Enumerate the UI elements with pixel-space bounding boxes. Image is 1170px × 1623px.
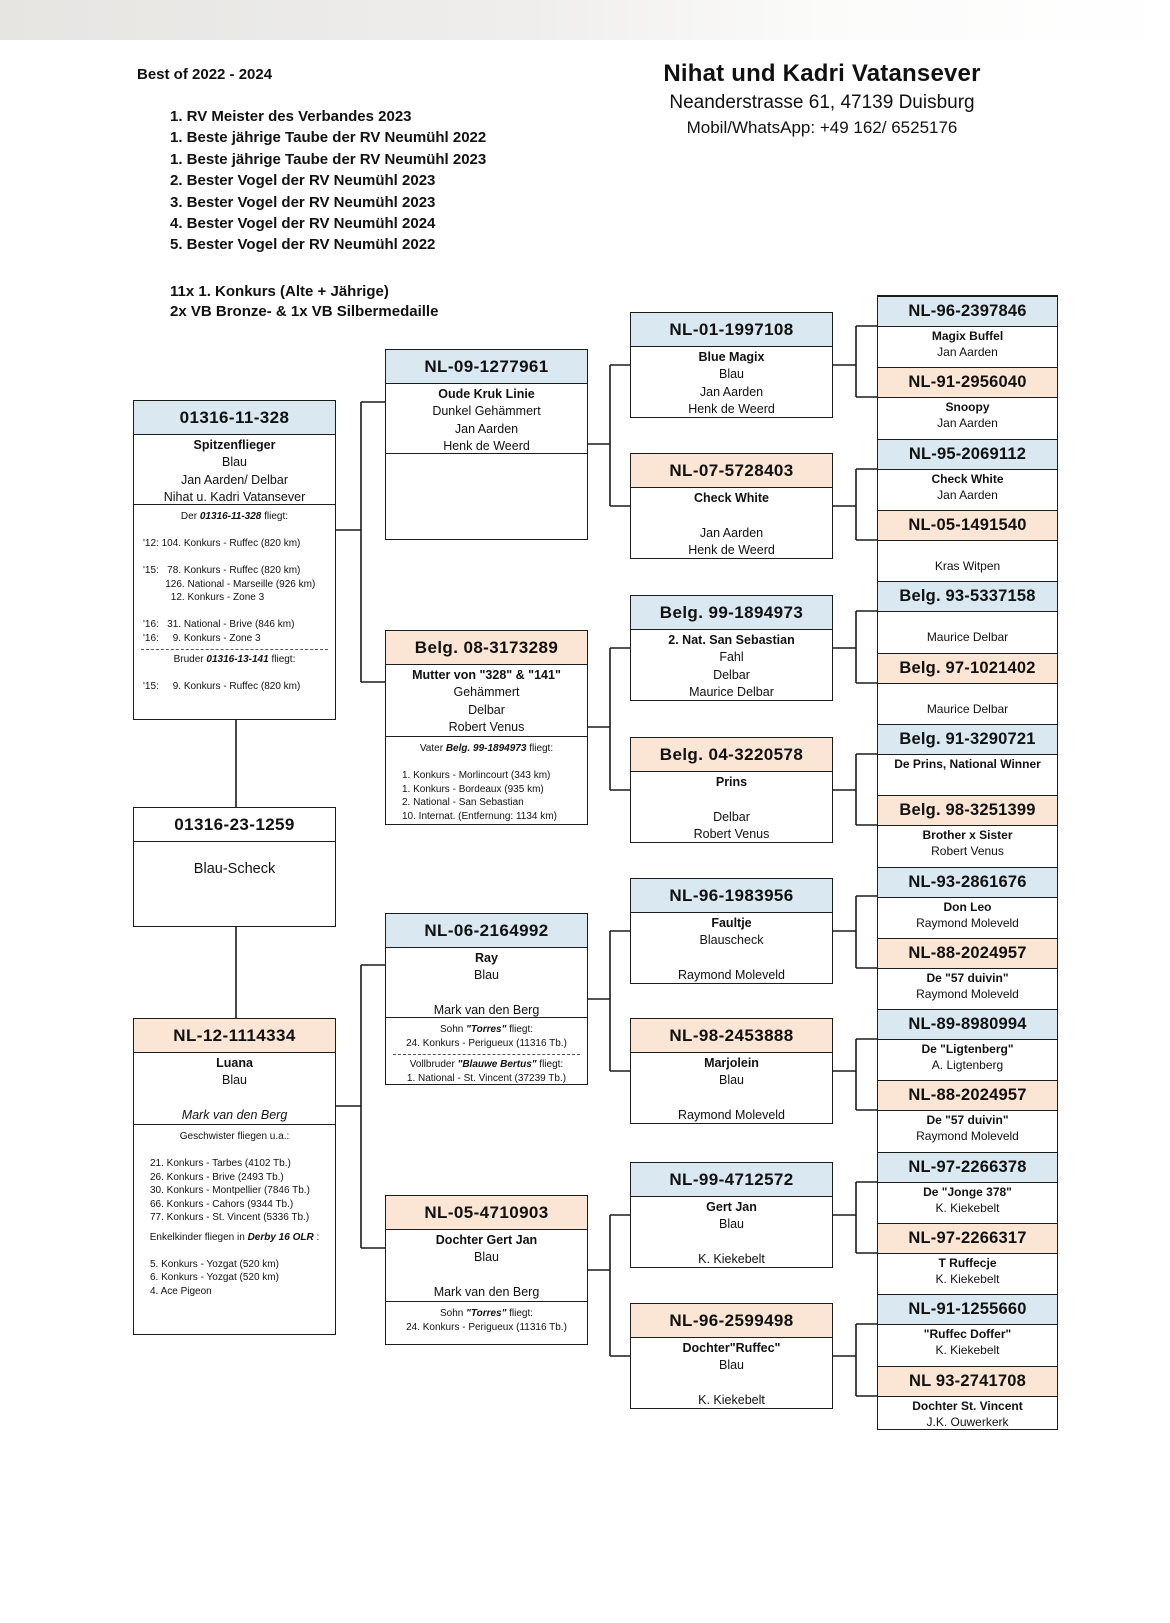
bird-breeder: Mark van den Berg: [433, 1285, 540, 1300]
gen4-entry: [878, 867, 1057, 930]
race-results: [386, 737, 587, 823]
bird-name: Faultje: [711, 916, 752, 930]
ring-number-bar: Belg. 97-1021402: [878, 653, 1057, 684]
bird-breeder: Henk de Weerd: [443, 439, 530, 454]
box-gen3-3: [630, 595, 833, 701]
ring-number-bar: NL-97-2266317: [878, 1223, 1057, 1254]
bird-name: Oude Kruk Linie: [438, 387, 535, 401]
ring-number: NL-98-2453888: [631, 1019, 832, 1053]
result-lines: '15: 9. Konkurs - Ruffec (820 km): [143, 681, 301, 692]
ring-number: NL-96-2599498: [631, 1304, 832, 1338]
bird-name: Blue Magix: [698, 350, 765, 364]
blank-line: [631, 950, 832, 967]
box-gen1-mother: [133, 1018, 336, 1335]
box-gen3-2: [630, 453, 833, 559]
bird-strain: Delbar: [713, 667, 750, 682]
bird-name: De Prins, National Winner: [894, 757, 1041, 771]
blank-line: [631, 791, 832, 808]
bird-info: [631, 347, 832, 419]
gen4-entry: [878, 1080, 1057, 1143]
bird-name: Don Leo: [943, 900, 992, 914]
gen4-entry: [878, 1152, 1057, 1215]
bird-breeder: Raymond Moleveld: [678, 968, 785, 983]
bird-info: [631, 630, 832, 702]
box-gen3-4: [630, 737, 833, 843]
bird-name: Ray: [475, 951, 498, 965]
results-title: Bruder 01316-13-141 fliegt:: [173, 654, 296, 665]
bird-color: Gehämmert: [453, 685, 520, 700]
race-results: [386, 1302, 587, 1334]
bird-info: [631, 1053, 832, 1125]
race-results: [134, 1125, 335, 1298]
owner-address: Neanderstrasse 61, 47139 Duisburg: [669, 92, 975, 113]
bird-name: Snoopy: [945, 400, 990, 414]
bird-info: [386, 948, 587, 1018]
blank-line: [386, 985, 587, 1002]
gen4-entry: [878, 439, 1057, 502]
result-lines: '12: 104. Konkurs - Ruffec (820 km) '15: 78. Konkurs - Ruffec (820 km) 126. National - Marseille (926 km) 12. Konkurs - Zone 3 '16: 31. National - Brive (846 km) '16: 9. Konkurs - Zone 3: [143, 538, 316, 644]
ring-number-bar: NL-05-1491540: [878, 510, 1057, 541]
blank-line: [631, 1234, 832, 1251]
bird-info: [134, 435, 335, 505]
result-lines: 21. Konkurs - Tarbes (4102 Tb.) 26. Konkurs - Brive (2493 Tb.) 30. Konkurs - Montpellier (7846 Tb.) 66. Konkurs - Cahors (9344 Tb.) 77. Konkurs - St. Vincent (5336 Tb.): [150, 1158, 310, 1223]
bird-strain: Jan Aarden/ Delbar: [180, 472, 288, 487]
bird-name: Dochter St. Vincent: [912, 1399, 1023, 1413]
bird-breeder: Raymond Moleveld: [916, 916, 1019, 930]
ring-number-bar: NL-93-2861676: [878, 867, 1057, 898]
owner-name: Nihat und Kadri Vatansever: [663, 60, 981, 87]
bird-info: [386, 665, 587, 737]
box-gen3-6: [630, 1018, 833, 1124]
bird-strain: Jan Aarden: [699, 525, 764, 540]
bird-strain: Jan Aarden: [699, 384, 764, 399]
bird-name: Marjolein: [704, 1056, 759, 1070]
bird-breeder: Robert Venus: [448, 720, 525, 735]
bird-name: T Ruffecje: [938, 1256, 997, 1270]
bird-name: Prins: [715, 775, 748, 789]
ring-number-bar: NL-95-2069112: [878, 439, 1057, 470]
box-gen2-4: [385, 1195, 588, 1345]
bird-name: Check White: [693, 491, 769, 505]
box-gen3-8: [630, 1303, 833, 1409]
ring-number-bar: NL 93-2741708: [878, 1366, 1057, 1397]
bird-color: Blau: [718, 367, 745, 382]
gen4-entry: [878, 581, 1057, 644]
ring-number: Belg. 04-3220578: [631, 738, 832, 772]
ring-number-bar: Belg. 98-3251399: [878, 795, 1057, 826]
box-gen3-5: [630, 878, 833, 984]
bird-breeder: Jan Aarden: [937, 488, 998, 502]
bird-color: Blau: [473, 1250, 500, 1265]
bird-breeder: Jan Aarden: [937, 416, 998, 430]
gen4-entry: [878, 296, 1057, 359]
bird-name: Brother x Sister: [922, 828, 1013, 842]
bird-breeder: J.K. Ouwerkerk: [926, 1415, 1009, 1429]
best-of-title: Best of 2022 - 2024: [137, 66, 273, 83]
blank-line: [631, 1375, 832, 1392]
bird-name: Luana: [216, 1056, 253, 1070]
box-gen1-father: [133, 400, 336, 720]
gen4-entry: [878, 510, 1057, 573]
extra-achievement-list: 11x 1. Konkurs (Alte + Jährige) 2x VB Bronze- & 1x VB Silbermedaille: [170, 283, 439, 320]
ring-number: NL-09-1277961: [386, 350, 587, 384]
ring-number-bar: NL-89-8980994: [878, 1009, 1057, 1040]
result-lines: 24. Konkurs - Perigueux (11316 Tb.): [406, 1321, 567, 1333]
ring-number: 01316-23-1259: [134, 808, 335, 842]
ring-number: NL-96-1983956: [631, 879, 832, 913]
gen4-entry: [878, 1009, 1057, 1072]
bird-info: [134, 1053, 335, 1125]
bird-breeder: Raymond Moleveld: [916, 987, 1019, 1001]
gen4-entry: [878, 938, 1057, 1001]
gen4-entry: [878, 1294, 1057, 1357]
ring-number-bar: NL-91-2956040: [878, 367, 1057, 398]
achievement-list: 1. RV Meister des Verbandes 2023 1. Beste jährige Taube der RV Neumühl 2022 1. Beste jährige Taube der RV Neumühl 2023 2. Bester Vogel der RV Neumühl 2023 3. Bester Vogel der RV Neumühl 2023 4. Bester Vogel der RV Neumühl 2024 5. Bester Vogel der RV Neumühl 2022: [170, 108, 487, 254]
bird-name: De "Ligtenberg": [921, 1042, 1014, 1056]
bird-breeder: Robert Venus: [693, 827, 770, 842]
ring-number: NL-99-4712572: [631, 1163, 832, 1197]
result-lines: 5. Konkurs - Yozgat (520 km) 6. Konkurs - Yozgat (520 km) 4. Ace Pigeon: [150, 1258, 279, 1297]
bird-info: [631, 1197, 832, 1269]
results-title: Der 01316-11-328 fliegt:: [180, 511, 289, 522]
ring-number: 01316-11-328: [134, 401, 335, 435]
ring-number-bar: NL-91-1255660: [878, 1294, 1057, 1325]
bird-info: [631, 488, 832, 560]
ring-number: Belg. 99-1894973: [631, 596, 832, 630]
bird-name: Magix Buffel: [931, 329, 1004, 343]
bird-breeder: Raymond Moleveld: [916, 1129, 1019, 1143]
box-gen3-7: [630, 1162, 833, 1268]
bird-breeder: A. Ligtenberg: [931, 1058, 1004, 1072]
result-lines: 1. Konkurs - Morlincourt (343 km) 1. Konkurs - Bordeaux (935 km) 2. National - San Sebastian 10. Internat. (Entfernung: 1134 km): [402, 770, 557, 822]
bird-name: Mutter von "328" & "141": [412, 668, 561, 682]
bird-color: Blau: [718, 1358, 745, 1373]
gen4-entry: [878, 1366, 1057, 1429]
bird-strain: Delbar: [713, 809, 750, 824]
bird-breeder: Kras Witpen: [934, 559, 1001, 573]
blank-line: [631, 507, 832, 524]
bird-breeder: Raymond Moleveld: [678, 1108, 785, 1123]
bird-info: [631, 1338, 832, 1410]
box-gen2-3: [385, 913, 588, 1085]
box-gen3-1: [630, 312, 833, 418]
ring-number-bar: Belg. 93-5337158: [878, 581, 1057, 612]
ring-number-bar: NL-96-2397846: [878, 296, 1057, 327]
bird-info: [386, 384, 587, 454]
bird-color: Blau-Scheck: [193, 861, 276, 877]
ring-number-bar: NL-88-2024957: [878, 1080, 1057, 1111]
ring-number-bar: NL-88-2024957: [878, 938, 1057, 969]
bird-breeder: K. Kiekebelt: [698, 1252, 765, 1267]
gen4-entry: [878, 1223, 1057, 1286]
results-title: Sohn "Torres" fliegt:: [439, 1308, 534, 1319]
bird-breeder: Maurice Delbar: [926, 630, 1009, 644]
bird-breeder: K. Kiekebelt: [935, 1201, 1000, 1215]
gen4-column: [877, 295, 1058, 1430]
blank-line: [386, 1267, 587, 1284]
gen4-entry: [878, 724, 1057, 771]
bird-name: 2. Nat. San Sebastian: [668, 633, 795, 647]
gen4-entry: [878, 795, 1057, 858]
bird-strain: Delbar: [468, 702, 505, 717]
bird-breeder: Robert Venus: [931, 844, 1004, 858]
bird-breeder: Henk de Weerd: [688, 543, 775, 558]
bird-breeder: Maurice Delbar: [689, 685, 774, 700]
bird-color: Dunkel Gehämmert: [432, 404, 541, 419]
bird-name: Check White: [931, 472, 1004, 486]
bird-breeder: Nihat u. Kadri Vatansever: [163, 490, 306, 505]
box-subject-bird: [133, 807, 336, 927]
ring-number: NL-07-5728403: [631, 454, 832, 488]
bird-name: Spitzenflieger: [193, 438, 276, 452]
blank-line: [631, 1090, 832, 1107]
bird-color: Blau: [718, 1217, 745, 1232]
gen4-entry: [878, 367, 1057, 430]
bird-breeder: Jan Aarden: [937, 345, 998, 359]
bird-breeder: Maurice Delbar: [926, 702, 1009, 716]
ring-number: NL-01-1997108: [631, 313, 832, 347]
bird-color: Blau: [221, 1073, 248, 1088]
bird-name: "Ruffec Doffer": [923, 1327, 1012, 1341]
bird-breeder: K. Kiekebelt: [935, 1343, 1000, 1357]
blank-line: [134, 1090, 335, 1107]
bird-color: Blau: [221, 455, 248, 470]
bird-info: [631, 772, 832, 844]
bird-name: De "Jonge 378": [923, 1185, 1012, 1199]
results-title: Enkelkinder fliegen in Derby 16 OLR :: [149, 1231, 320, 1243]
results-title: Vater Belg. 99-1894973 fliegt:: [419, 743, 554, 754]
results-title: Sohn "Torres" fliegt:: [439, 1024, 534, 1035]
ring-number-bar: NL-97-2266378: [878, 1152, 1057, 1183]
ring-number: NL-05-4710903: [386, 1196, 587, 1230]
bird-breeder: K. Kiekebelt: [935, 1272, 1000, 1286]
box-gen2-2: [385, 630, 588, 825]
ring-number: NL-06-2164992: [386, 914, 587, 948]
bird-name: Dochter"Ruffec": [682, 1341, 781, 1355]
ring-number: Belg. 08-3173289: [386, 631, 587, 665]
bird-color: Fahl: [719, 650, 744, 665]
bird-breeder: K. Kiekebelt: [698, 1393, 765, 1408]
bird-name: Gert Jan: [706, 1200, 757, 1214]
ring-number-bar: Belg. 91-3290721: [878, 724, 1057, 755]
dashed-divider: [141, 649, 328, 650]
bird-color: Blau: [718, 1073, 745, 1088]
result-lines: 1. National - St. Vincent (37239 Tb.): [406, 1072, 567, 1084]
bird-name: Dochter Gert Jan: [435, 1233, 538, 1247]
bird-name: De "57 duivin": [926, 971, 1009, 985]
bird-breeder: Mark van den Berg: [181, 1108, 288, 1123]
owner-phone: Mobil/WhatsApp: +49 162/ 6525176: [686, 118, 958, 137]
gen4-entry: [878, 653, 1057, 716]
bird-info: [631, 913, 832, 985]
bird-strain: Jan Aarden: [454, 421, 519, 436]
race-results: [134, 505, 335, 694]
box-gen2-1: [385, 349, 588, 540]
bird-breeder: Mark van den Berg: [433, 1003, 540, 1018]
bird-name: De "57 duivin": [926, 1113, 1009, 1127]
bird-color: Blauscheck: [699, 933, 764, 948]
dashed-divider: [393, 1054, 580, 1055]
ring-number: NL-12-1114334: [134, 1019, 335, 1053]
result-lines: 24. Konkurs - Perigueux (11316 Tb.): [406, 1037, 567, 1049]
results-title: Geschwister fliegen u.a.:: [179, 1131, 290, 1142]
bird-breeder: Henk de Weerd: [688, 402, 775, 417]
bird-color: Blau: [473, 968, 500, 983]
owner-block: [620, 60, 1024, 138]
results-title: Vollbruder "Blauwe Bertus" fliegt:: [409, 1059, 564, 1070]
race-results: [386, 1018, 587, 1085]
bird-info: [386, 1230, 587, 1302]
